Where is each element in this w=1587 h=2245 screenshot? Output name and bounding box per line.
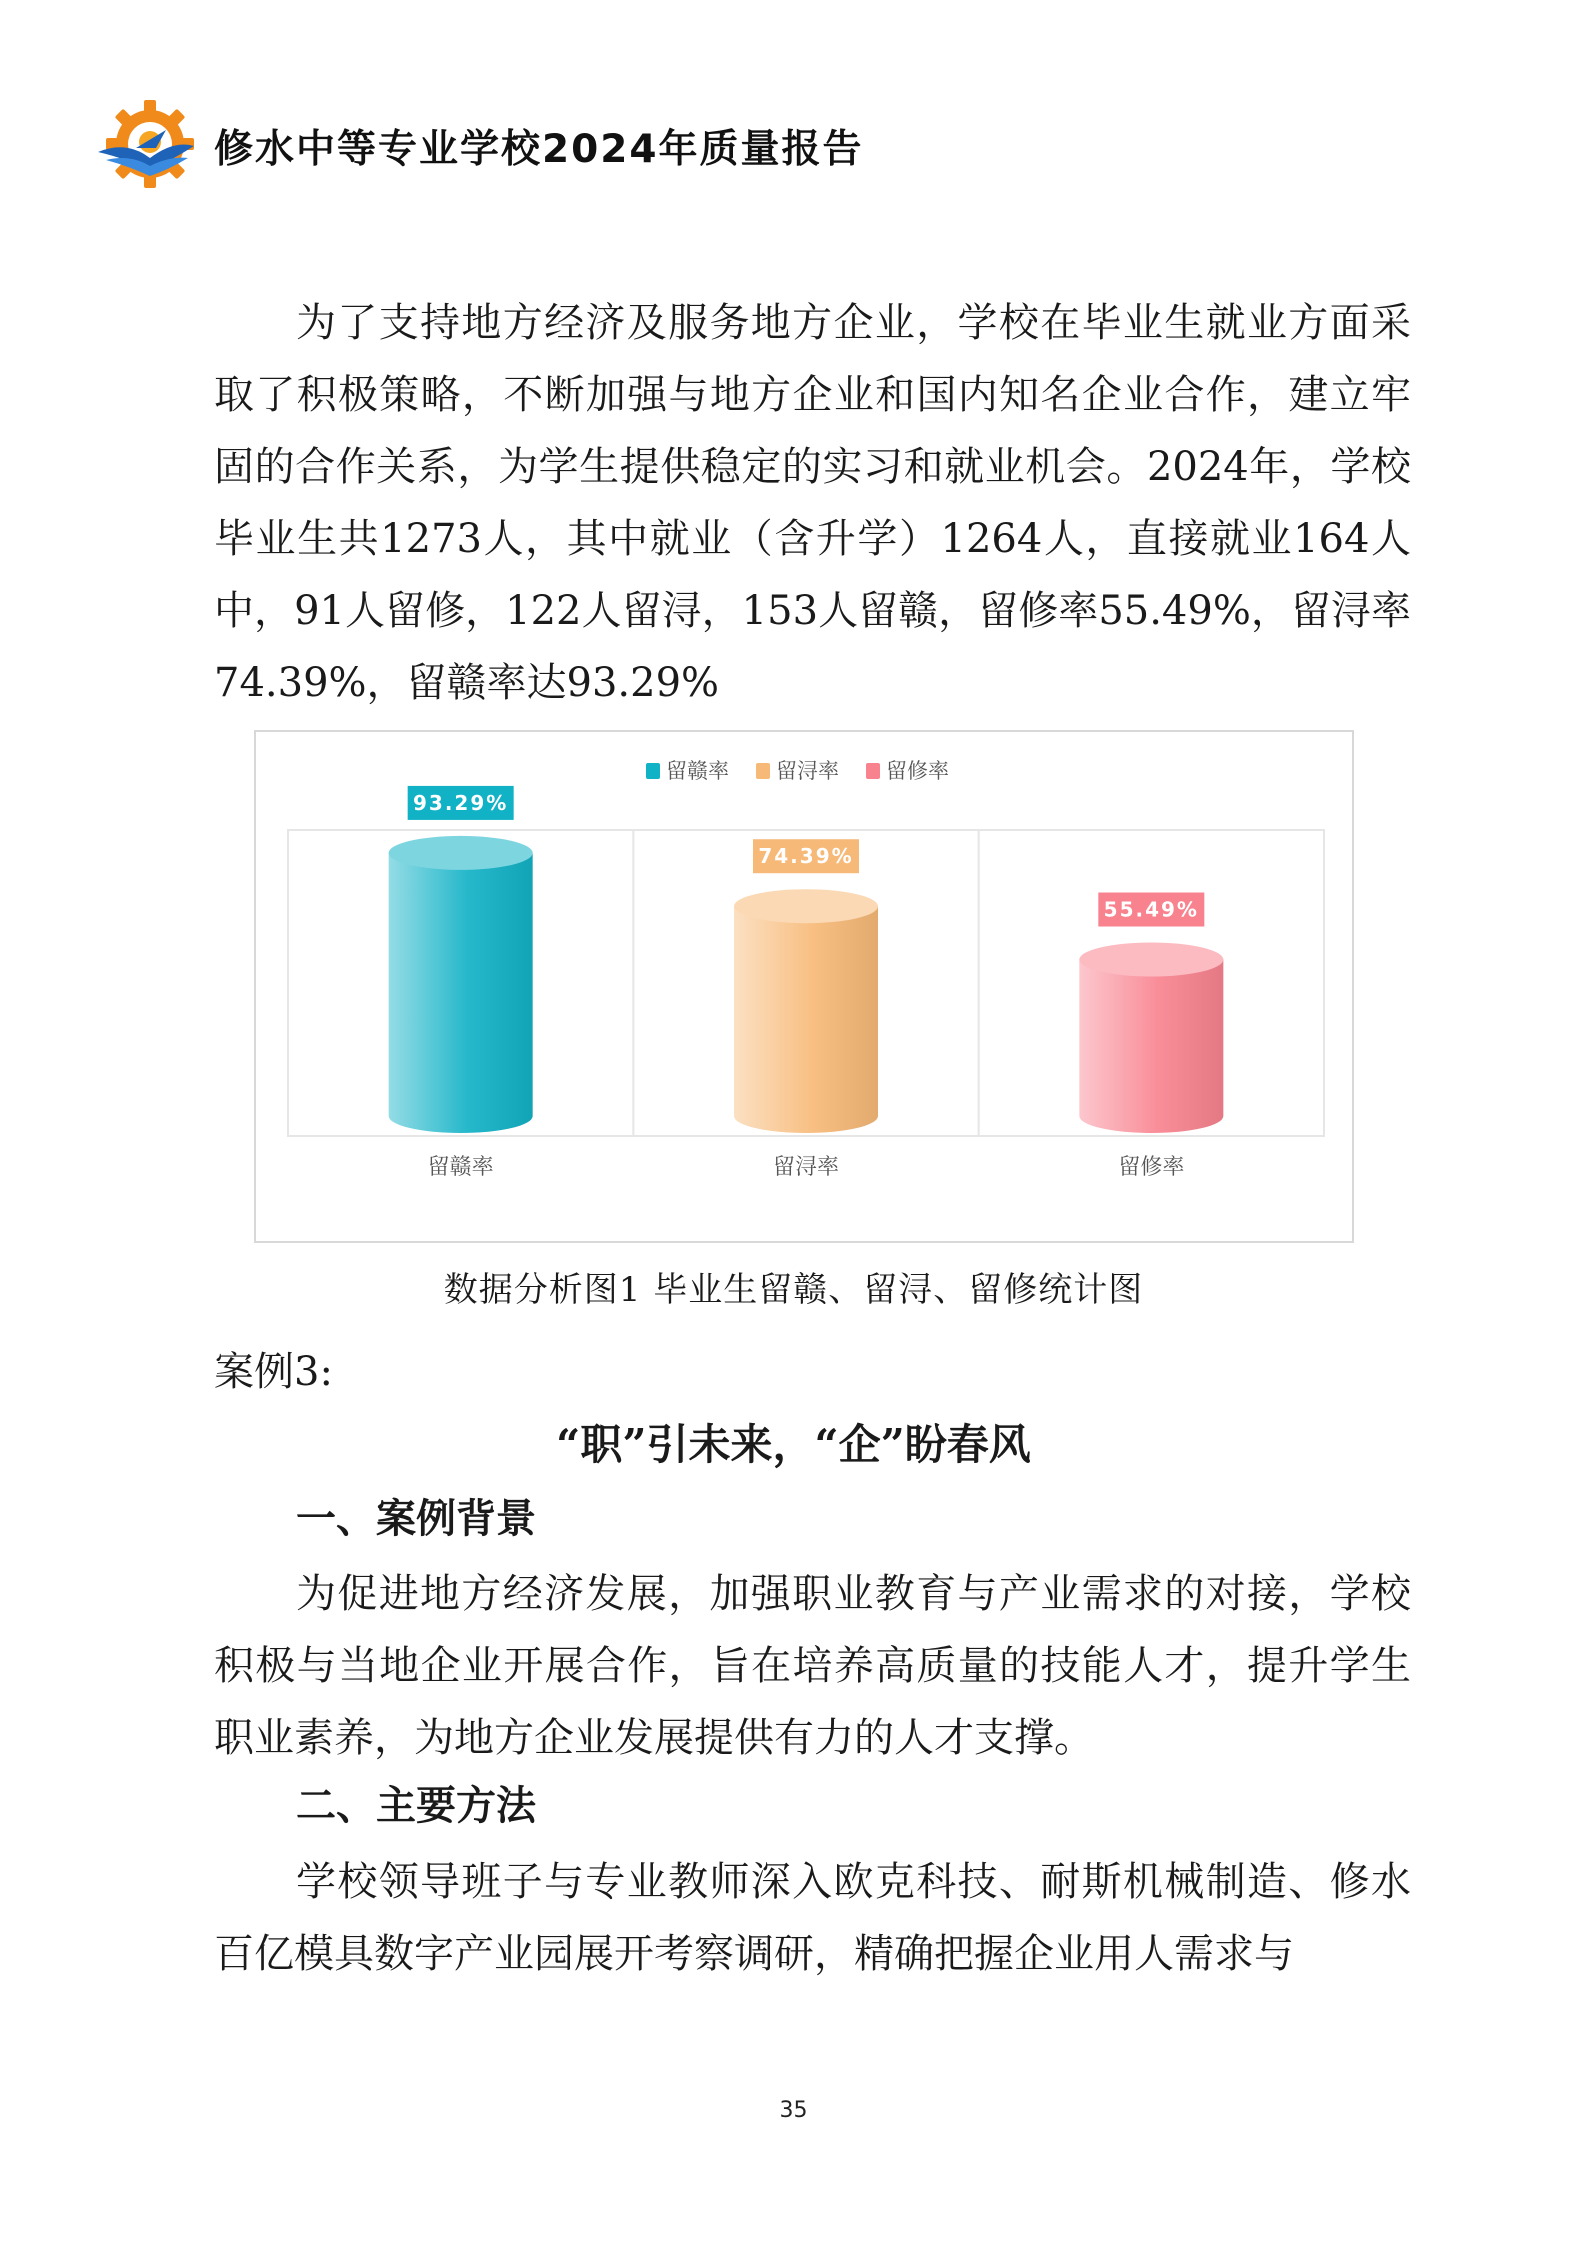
page-header xyxy=(96,100,1396,190)
chart-bars xyxy=(389,836,1224,1133)
page-number: 35 xyxy=(779,2098,808,2123)
legend-item xyxy=(756,759,839,783)
bar-body xyxy=(734,906,878,1133)
chart-canvas xyxy=(256,732,1356,1245)
bar-留赣率 xyxy=(389,836,533,1133)
data-label xyxy=(753,839,859,873)
legend-item xyxy=(866,759,949,783)
bar-top xyxy=(1079,943,1223,977)
section-heading-methods: 二、主要方法 xyxy=(296,1783,536,1829)
paragraph-employment xyxy=(214,287,1411,719)
data-label xyxy=(1098,893,1204,927)
bar-top xyxy=(734,889,878,923)
bar-留浔率 xyxy=(734,889,878,1133)
paragraph-text: 为了支持地方经济及服务地方企业，学校在毕业生就业方面采取了积极策略，不断加强与地方企业和国内知名企业合作，建立牢固的合作关系，为学生提供稳定的实习和就业机会。2024年，学校毕业生共1273人，其中就业（含升学）1264人，直接就业164人中，91人留修，122人留浔，153人留赣，留修率55.49%，留浔率74.39%，留赣率达93.29% xyxy=(214,300,1411,706)
legend-label: 留浔率 xyxy=(776,759,839,783)
bar-top xyxy=(389,836,533,870)
bar-body xyxy=(1079,960,1223,1133)
legend-swatch xyxy=(866,763,880,779)
legend-swatch xyxy=(646,763,660,779)
legend-label: 留赣率 xyxy=(666,759,729,783)
case-label: 案例3: xyxy=(214,1349,333,1395)
x-tick-label: 留修率 xyxy=(1118,1155,1185,1180)
bar-body xyxy=(389,853,533,1133)
paragraph-methods xyxy=(214,1846,1411,1990)
paragraph-text: 学校领导班子与专业教师深入欧克科技、耐斯机械制造、修水百亿模具数字产业园展开考察调研，精确把握企业用人需求与 xyxy=(214,1859,1411,1977)
legend-swatch xyxy=(756,763,770,779)
data-label xyxy=(408,786,514,820)
gear-sun-bird-logo-icon xyxy=(96,100,196,190)
x-tick-label: 留赣率 xyxy=(427,1155,494,1180)
x-tick-label: 留浔率 xyxy=(772,1155,840,1180)
section-heading-background: 一、案例背景 xyxy=(296,1496,536,1542)
data-label-text: 74.39% xyxy=(758,844,854,869)
bar-留修率 xyxy=(1079,943,1223,1133)
data-label-text: 93.29% xyxy=(413,790,509,815)
data-label-text: 55.49% xyxy=(1103,897,1199,922)
chart-legend xyxy=(646,759,949,783)
school-report-title: 修水中等专业学校2024年质量报告 xyxy=(214,127,864,172)
legend-label: 留修率 xyxy=(886,759,949,783)
paragraph-text: 为促进地方经济发展，加强职业教育与产业需求的对接，学校积极与当地企业开展合作，旨在培养高质量的技能人才，提升学生职业素养，为地方企业发展提供有力的人才支撑。 xyxy=(214,1571,1411,1761)
figure-caption: 数据分析图1 毕业生留赣、留浔、留修统计图 xyxy=(443,1270,1144,1310)
retention-rate-chart xyxy=(254,730,1354,1243)
case-title: “职”引未来，“企”盼春风 xyxy=(556,1420,1031,1469)
paragraph-background xyxy=(214,1558,1411,1774)
legend-item xyxy=(646,759,729,783)
